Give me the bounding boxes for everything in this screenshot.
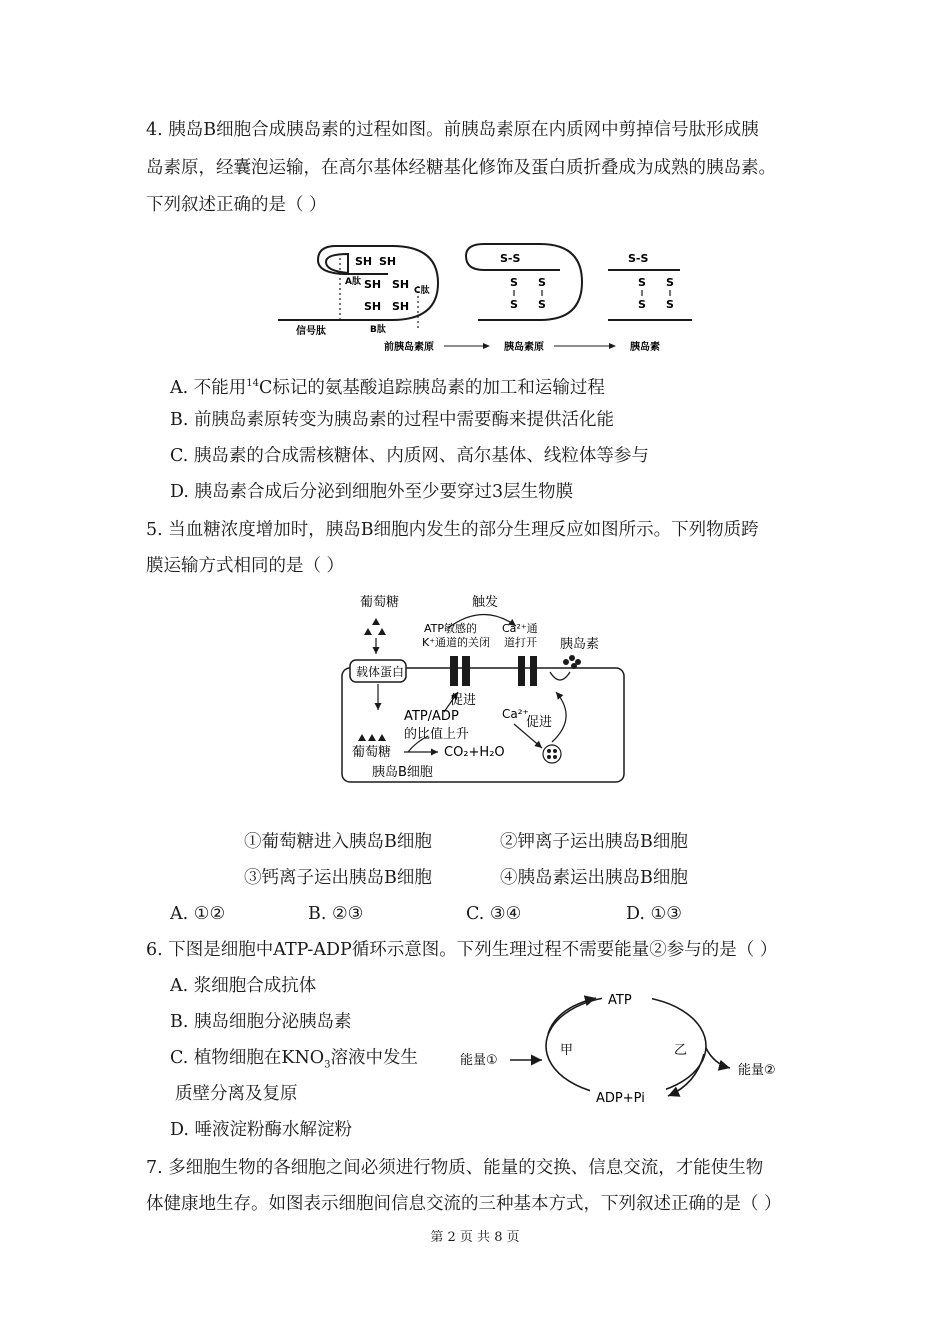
q5-option-c: C. ③④ — [466, 904, 522, 924]
q4-option-d: D. 胰岛素合成后分泌到细胞外至少要穿过3层生物膜 — [170, 482, 574, 502]
q5-item-3: ③钙离子运出胰岛B细胞 — [244, 868, 432, 888]
page-footer: 第 2 页 共 8 页 — [430, 1230, 520, 1245]
atp-adp-ratio-label-1: ATP/ADP — [404, 709, 459, 724]
q7-stem-line1: 7. 多细胞生物的各细胞之间必须进行物质、能量的交换、信息交流，才能使生物 — [146, 1158, 764, 1178]
glucose-inside-label: 葡萄糖 — [352, 745, 392, 760]
q5-item-4: ④胰岛素运出胰岛B细胞 — [500, 868, 688, 888]
a-peptide-label: A肽 — [345, 277, 361, 287]
q5-item-1: ①葡萄糖进入胰岛B细胞 — [244, 832, 432, 852]
s-label: S — [666, 276, 674, 289]
s-label: S — [510, 276, 518, 289]
q5-option-d: D. ①③ — [626, 904, 682, 924]
q6-option-a: A. 浆细胞合成抗体 — [170, 976, 317, 996]
q4-option-a: A. 不能用$^{14}$C标记的氨基酸追踪胰岛素的加工和运输过程 — [170, 377, 605, 398]
q4-option-b: B. 前胰岛素原转变为胰岛素的过程中需要酶来提供活化能 — [170, 410, 614, 430]
q6-option-b: B. 胰岛细胞分泌胰岛素 — [170, 1012, 352, 1032]
insulin-synthesis-diagram — [278, 238, 698, 360]
enzyme-yi-label: 乙 — [674, 1043, 688, 1058]
energy-2-label: 能量② — [738, 1063, 776, 1078]
q5-stem-line1: 5. 当血糖浓度增加时，胰岛B细胞内发生的部分生理反应如图所示。下列物质跨 — [146, 520, 759, 540]
q4-option-c: C. 胰岛素的合成需核糖体、内质网、高尔基体、线粒体等参与 — [170, 446, 649, 466]
atp-adp-cycle-diagram — [456, 984, 796, 1110]
adp-pi-label: ADP+Pi — [596, 1091, 645, 1106]
insulin-label: 胰岛素 — [560, 637, 600, 652]
stage-preproinsulin: 前胰岛素原 — [384, 342, 434, 353]
k-channel-label-2: K⁺通道的关闭 — [422, 636, 491, 649]
stage-insulin: 胰岛素 — [630, 342, 660, 353]
disulfide-label: S-S — [500, 252, 521, 265]
sh-label: SH — [379, 255, 397, 268]
trigger-label: 触发 — [472, 595, 499, 610]
atp-adp-ratio-label-2: 的比值上升 — [404, 727, 470, 742]
signal-peptide-label: 信号肽 — [296, 326, 326, 337]
b-peptide-label: B肽 — [370, 325, 386, 335]
q5-item-2: ②钾离子运出胰岛B细胞 — [500, 832, 688, 852]
ca-channel-label-1: Ca²⁺通 — [502, 622, 538, 635]
q4-stem-line3: 下列叙述正确的是（ ） — [146, 195, 327, 215]
s-label: S — [538, 276, 546, 289]
ca-channel-label-2: 道打开 — [504, 636, 537, 649]
sh-label: SH — [355, 255, 373, 268]
sh-label: SH — [392, 278, 410, 291]
promote-label-2: 促进 — [526, 715, 553, 730]
s-label: S — [638, 276, 646, 289]
products-label: CO₂+H₂O — [444, 745, 505, 760]
q5-option-b: B. ②③ — [308, 904, 364, 924]
sh-label: SH — [364, 300, 382, 313]
sh-label: SH — [392, 300, 410, 313]
energy-1-label: 能量① — [460, 1053, 498, 1068]
q4-stem-line2: 岛素原，经囊泡运输，在高尔基体经糖基化修饰及蛋白质折叠成为成熟的胰岛素。 — [146, 158, 776, 178]
sh-label: SH — [364, 278, 382, 291]
beta-cell-diagram — [338, 592, 630, 788]
k-channel-label-1: ATP敏感的 — [424, 622, 478, 635]
q5-stem-line2: 膜运输方式相同的是（ ） — [146, 556, 345, 576]
q5-option-a: A. ①② — [170, 904, 226, 924]
s-label: S — [638, 298, 646, 311]
s-label: S — [510, 298, 518, 311]
c-peptide-label: C肽 — [414, 286, 430, 296]
s-label: S — [666, 298, 674, 311]
q6-stem-line1: 6. 下图是细胞中ATP-ADP循环示意图。下列生理过程不需要能量②参与的是（ ） — [146, 940, 778, 960]
disulfide-label: S-S — [628, 252, 649, 265]
q4-stem-line1: 4. 胰岛B细胞合成胰岛素的过程如图。前胰岛素原在内质网中剪掉信号肽形成胰 — [146, 120, 759, 140]
q6-option-c: C. 植物细胞在$KNO_3$溶液中发生 — [170, 1048, 418, 1071]
atp-label: ATP — [608, 993, 632, 1008]
enzyme-jia-label: 甲 — [560, 1043, 574, 1058]
glucose-outside-label: 葡萄糖 — [360, 595, 400, 610]
s-label: S — [538, 298, 546, 311]
q7-stem-line2: 体健康地生存。如图表示细胞间信息交流的三种基本方式，下列叙述正确的是（ ） — [146, 1194, 782, 1214]
q6-option-c-line2: 质壁分离及复原 — [175, 1084, 298, 1104]
carrier-protein-label: 载体蛋白 — [356, 665, 405, 679]
q6-option-d: D. 唾液淀粉酶水解淀粉 — [170, 1120, 353, 1140]
stage-proinsulin: 胰岛素原 — [504, 342, 544, 353]
promote-label-1: 促进 — [450, 693, 477, 708]
calcium-ion-label: Ca²⁺ — [502, 707, 529, 721]
cell-label: 胰岛B细胞 — [372, 765, 433, 780]
